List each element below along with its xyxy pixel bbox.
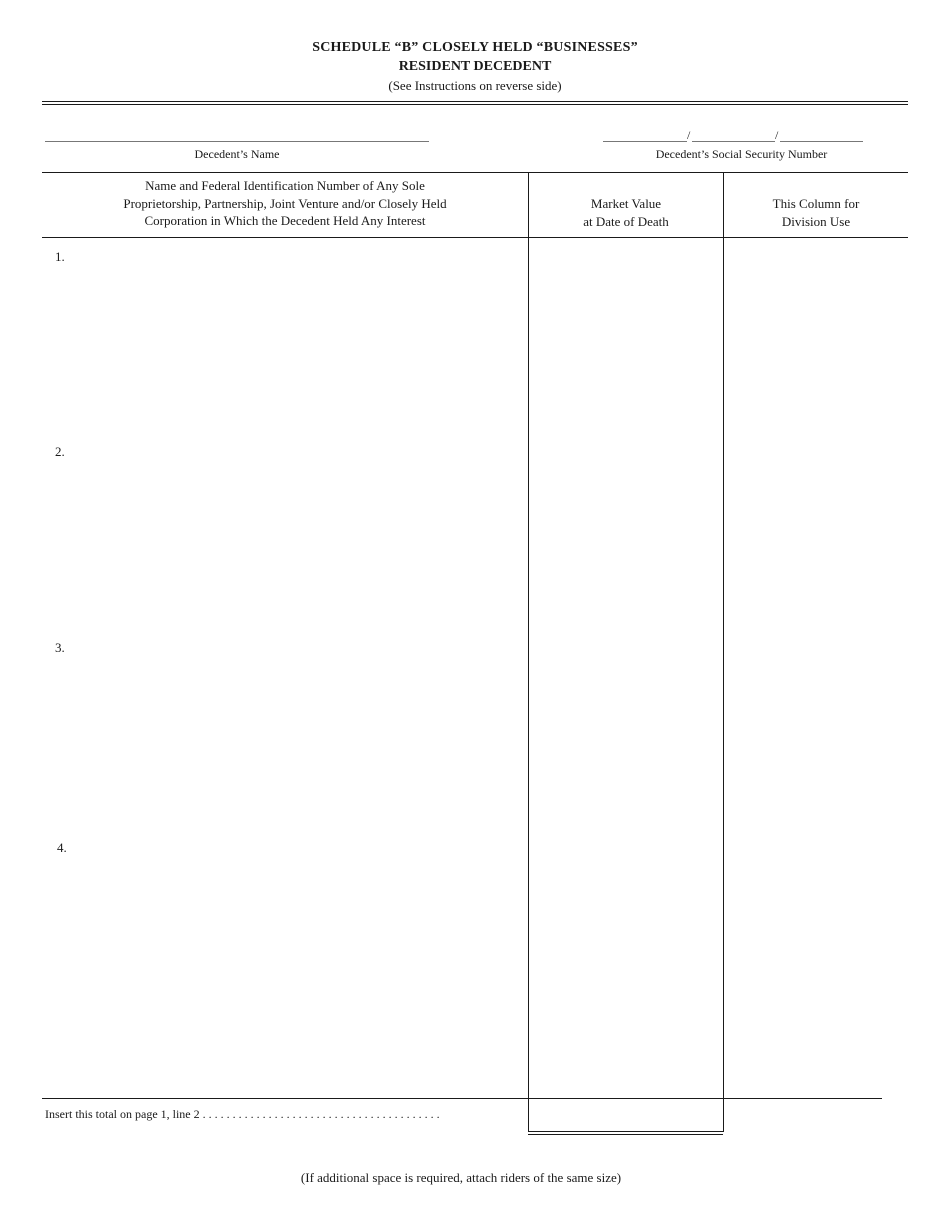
row-number-3: 3. bbox=[55, 640, 65, 655]
column-header-division-use: This Column for Division Use bbox=[772, 196, 860, 229]
column-divider-2 bbox=[723, 172, 724, 1132]
schedule-subtitle: RESIDENT DECEDENT bbox=[398, 59, 552, 74]
row-number-2: 2. bbox=[55, 444, 65, 459]
total-row-rule bbox=[42, 1098, 882, 1099]
table-header-rule bbox=[42, 237, 908, 238]
schedule-title: SCHEDULE “B” CLOSELY HELD “BUSINESSES” bbox=[312, 40, 638, 55]
total-double-rule-bottom bbox=[528, 1134, 723, 1135]
title-rule-bottom bbox=[42, 104, 908, 105]
ssn-separator-2: / bbox=[775, 128, 779, 142]
business-entry-area[interactable] bbox=[72, 243, 522, 1093]
market-value-entry-area[interactable] bbox=[530, 243, 720, 1093]
column-header-market-value: Market Value at Date of Death bbox=[583, 196, 669, 229]
total-double-rule-top bbox=[528, 1131, 723, 1132]
row-number-4: 4. bbox=[57, 840, 67, 855]
decedent-name-field[interactable] bbox=[45, 141, 429, 142]
table-top-rule bbox=[42, 172, 908, 173]
total-market-value-field[interactable] bbox=[530, 1100, 722, 1130]
ssn-field-part1[interactable] bbox=[603, 141, 687, 142]
row-number-1: 1. bbox=[55, 249, 65, 264]
total-instruction: Insert this total on page 1, line 2 . . . . . . . . . . . . . . . . . . . . . . . . . . . . . . . . . . . . . . . . bbox=[45, 1107, 440, 1121]
column-divider-1 bbox=[528, 172, 529, 1132]
ssn-field-part2[interactable] bbox=[692, 141, 775, 142]
ssn-separator-1: / bbox=[687, 128, 691, 142]
ssn-label: Decedent’s Social Security Number bbox=[655, 147, 828, 161]
title-rule-top bbox=[42, 101, 908, 102]
ssn-field-part3[interactable] bbox=[780, 141, 863, 142]
additional-space-note: (If additional space is required, attach riders of the same size) bbox=[300, 1170, 622, 1185]
decedent-name-label: Decedent’s Name bbox=[194, 147, 280, 161]
instructions-note: (See Instructions on reverse side) bbox=[388, 78, 562, 93]
column-header-business: Name and Federal Identification Number of Any Sole Proprietorship, Partnership, Joint Venture and/or Closely Held Corporation in Which the Decedent Held Any Interest bbox=[123, 178, 447, 228]
